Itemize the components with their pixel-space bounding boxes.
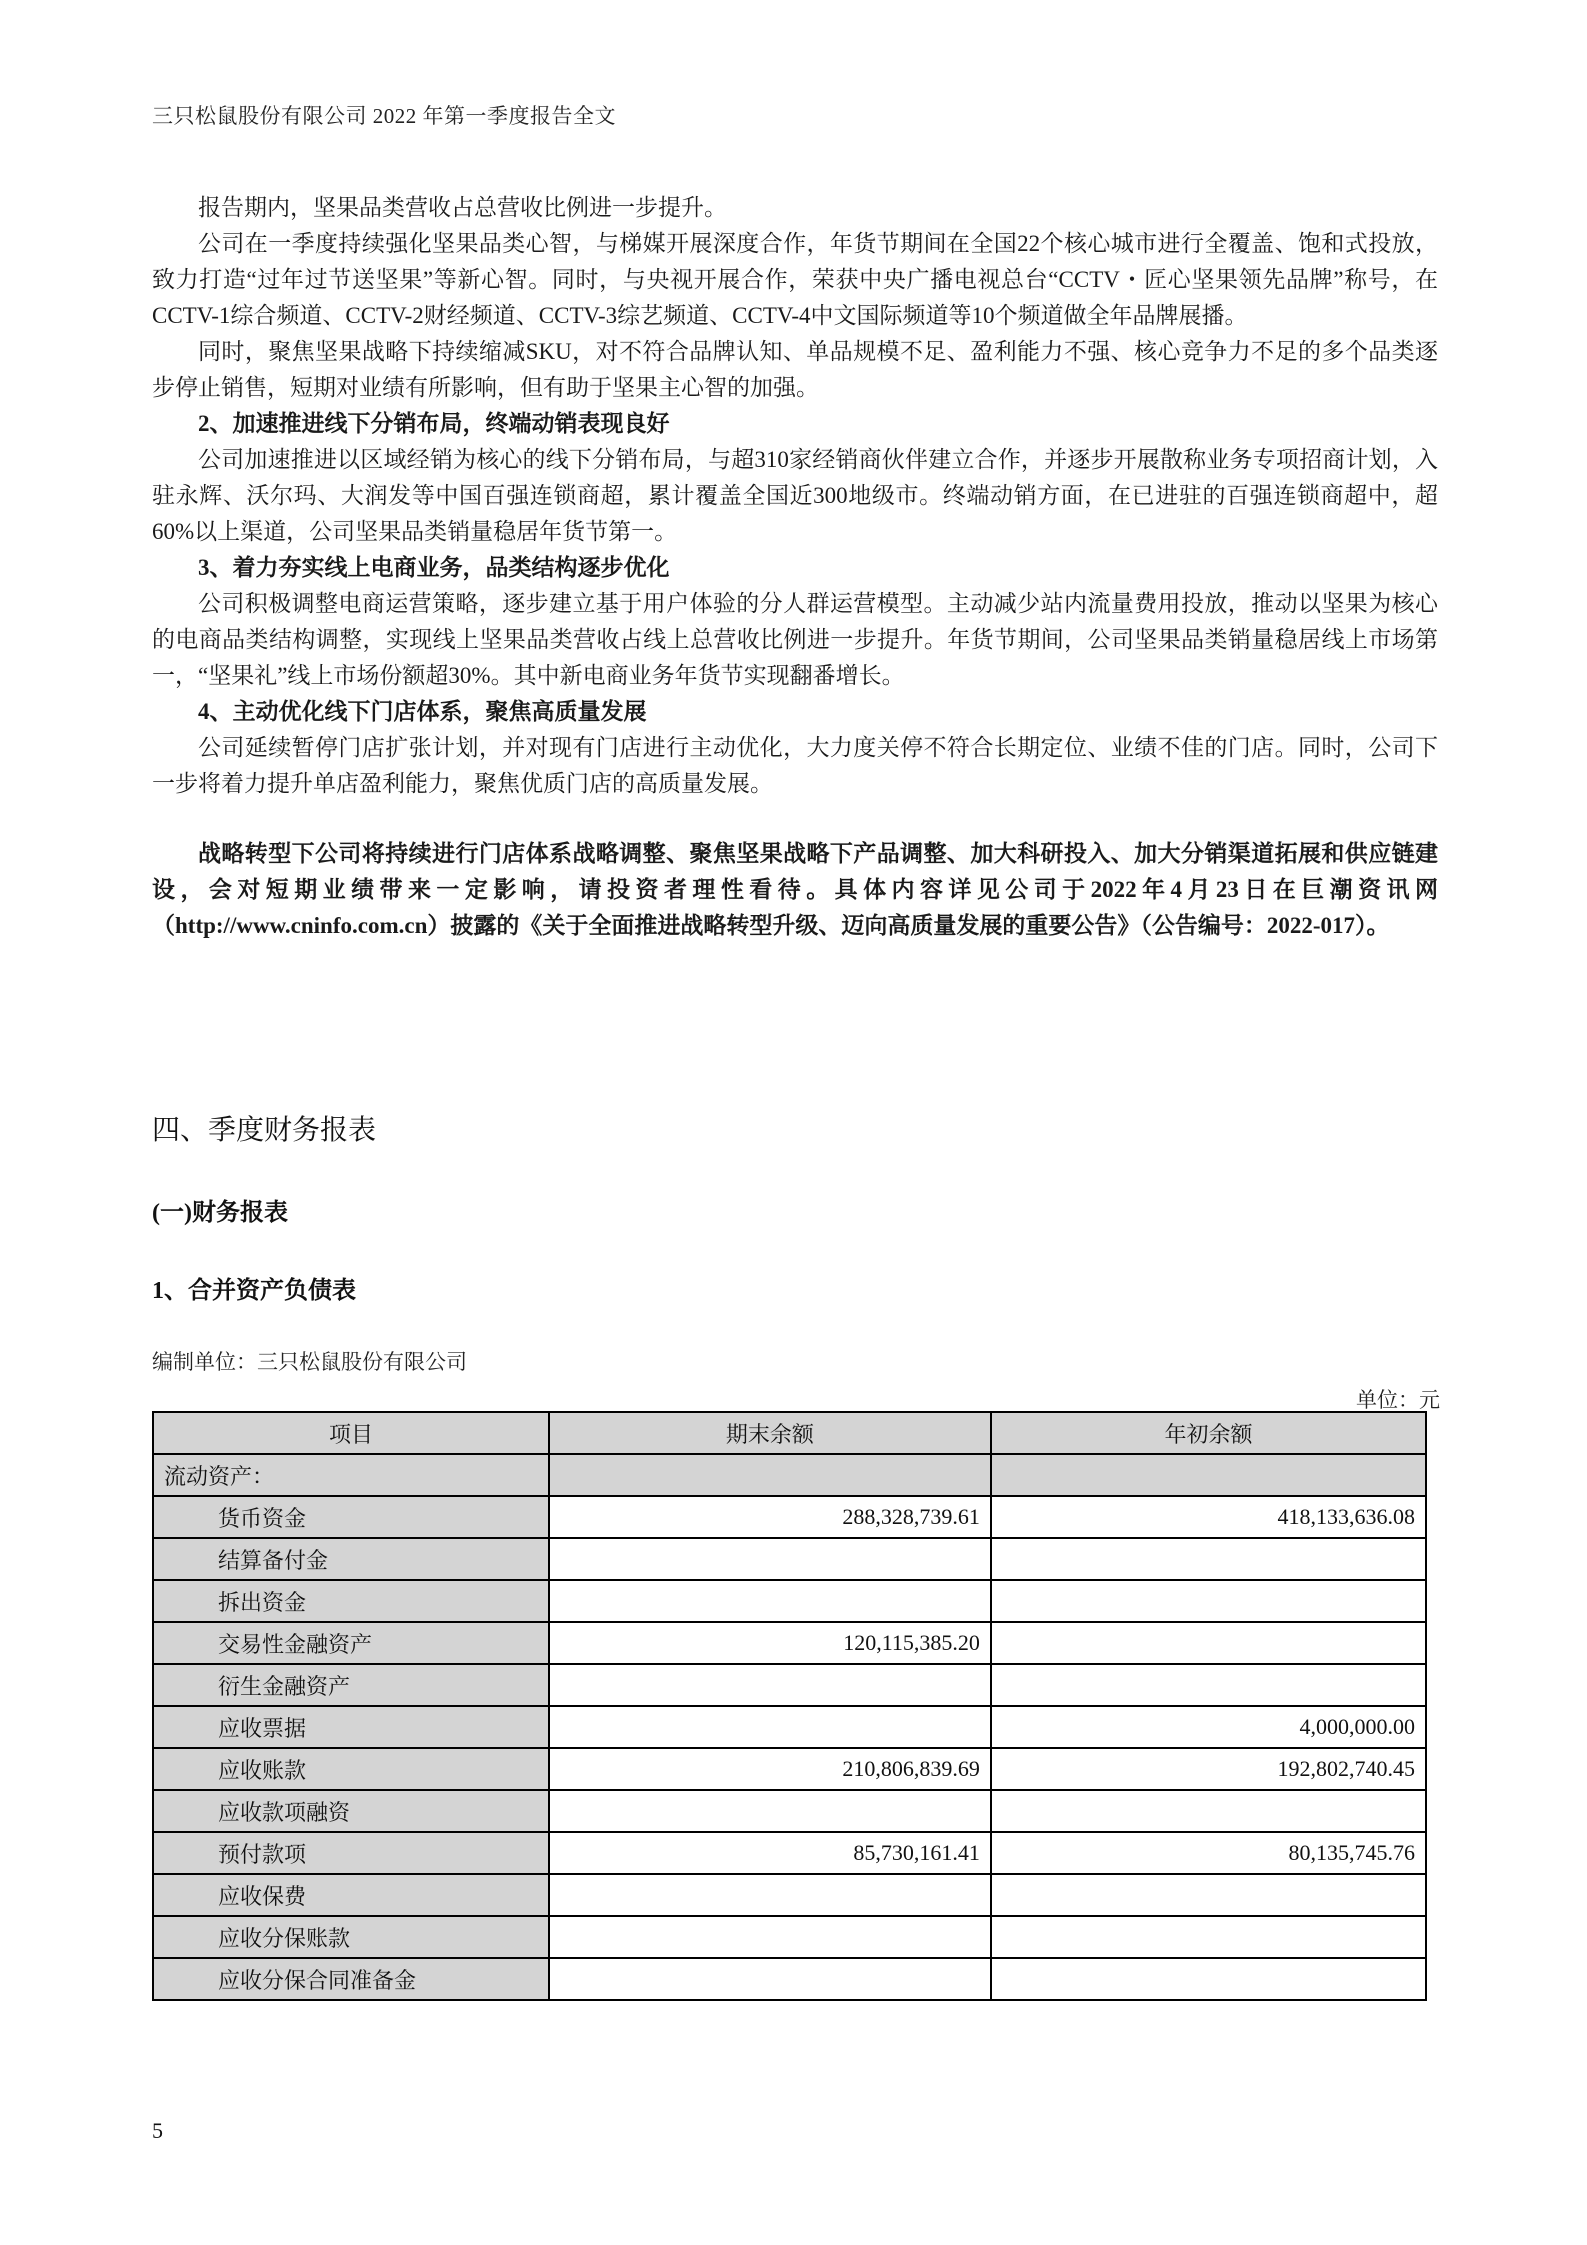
cell-begin: [991, 1958, 1426, 2000]
row-label: 预付款项: [153, 1832, 549, 1874]
cell-end: [549, 1664, 991, 1706]
subheading: 2、加速推进线下分销布局，终端动销表现良好: [198, 411, 670, 436]
balance-sheet-table: [152, 1411, 1427, 2001]
cell-begin: [991, 1580, 1426, 1622]
row-label: 应收分保合同准备金: [153, 1958, 549, 2000]
row-label: 应收保费: [153, 1874, 549, 1916]
table-row: [153, 1538, 1426, 1580]
table-row: [153, 1496, 1426, 1538]
table-heading: 1、合并资产负债表: [152, 1278, 356, 1304]
compiler-label: 编制单位：三只松鼠股份有限公司: [152, 1350, 467, 1374]
paragraph: 报告期内，坚果品类营收占总营收比例进一步提升。: [198, 195, 727, 220]
cell-end: 85,730,161.41: [549, 1832, 991, 1874]
cell-begin: 192,802,740.45: [991, 1748, 1426, 1790]
row-label: 应收款项融资: [153, 1790, 549, 1832]
cell-end: [549, 1538, 991, 1580]
cell-end: [549, 1580, 991, 1622]
table-row: [153, 1622, 1426, 1664]
cell-end: 210,806,839.69: [549, 1748, 991, 1790]
cell-begin: [991, 1916, 1426, 1958]
paragraph-strategy-notice: 战略转型下公司将持续进行门店体系战略调整、聚焦坚果战略下产品调整、加大科研投入、加大分销渠道拓展和供应链建设，会对短期业绩带来一定影响，请投资者理性看待。具体内容详见公司于2022年4月23日在巨潮资讯网（http://www.cninfo.com.cn）披露的《关于全面推进战略转型升级、迈向高质量发展的重要公告》（公告编号：2022-017）。: [152, 841, 1438, 938]
column-header-item: 项目: [153, 1412, 549, 1454]
table-row: [153, 1664, 1426, 1706]
table-row: [153, 1832, 1426, 1874]
row-label: 应收票据: [153, 1706, 549, 1748]
cell-begin: [991, 1454, 1426, 1496]
paragraph: 公司加速推进以区域经销为核心的线下分销布局，与超310家经销商伙伴建立合作，并逐步开展散称业务专项招商计划，入驻永辉、沃尔玛、大润发等中国百强连锁商超，累计覆盖全国近300地级市。终端动销方面，在已进驻的百强连锁商超中，超60%以上渠道，公司坚果品类销量稳居年货节第一。: [152, 447, 1438, 544]
row-label: 衍生金融资产: [153, 1664, 549, 1706]
cell-begin: [991, 1538, 1426, 1580]
row-label: 结算备付金: [153, 1538, 549, 1580]
cell-begin: [991, 1664, 1426, 1706]
body-text: [152, 190, 1438, 944]
subsection-heading: (一)财务报表: [152, 1200, 288, 1226]
cell-end: 120,115,385.20: [549, 1622, 991, 1664]
paragraph: 同时，聚焦坚果战略下持续缩减SKU，对不符合品牌认知、单品规模不足、盈利能力不强、核心竞争力不足的多个品类逐步停止销售，短期对业绩有所影响，但有助于坚果主心智的加强。: [152, 339, 1438, 400]
cell-end: [549, 1958, 991, 2000]
table-row: [153, 1916, 1426, 1958]
paragraph: 公司延续暂停门店扩张计划，并对现有门店进行主动优化，大力度关停不符合长期定位、业绩不佳的门店。同时，公司下一步将着力提升单店盈利能力，聚焦优质门店的高质量发展。: [152, 735, 1438, 796]
cell-end: [549, 1916, 991, 1958]
subheading: 4、主动优化线下门店体系，聚焦高质量发展: [198, 699, 647, 724]
column-header-end-balance: 期末余额: [549, 1412, 991, 1454]
row-label: 流动资产：: [153, 1454, 549, 1496]
table-row: [153, 1580, 1426, 1622]
running-header: 三只松鼠股份有限公司 2022 年第一季度报告全文: [152, 104, 616, 128]
row-label: 货币资金: [153, 1496, 549, 1538]
cell-end: [549, 1874, 991, 1916]
cell-begin: [991, 1874, 1426, 1916]
table-header-row: [153, 1412, 1426, 1454]
cell-begin: 418,133,636.08: [991, 1496, 1426, 1538]
row-label: 拆出资金: [153, 1580, 549, 1622]
unit-label: 单位：元: [1356, 1388, 1440, 1412]
cell-begin: [991, 1622, 1426, 1664]
table-row: [153, 1958, 1426, 2000]
page-number: 5: [152, 2118, 163, 2143]
row-label: 应收账款: [153, 1748, 549, 1790]
row-label: 交易性金融资产: [153, 1622, 549, 1664]
table-row: [153, 1706, 1426, 1748]
cell-begin: 80,135,745.76: [991, 1832, 1426, 1874]
cell-begin: [991, 1790, 1426, 1832]
table-row: [153, 1874, 1426, 1916]
paragraph: 公司在一季度持续强化坚果品类心智，与梯媒开展深度合作，年货节期间在全国22个核心城市进行全覆盖、饱和式投放，致力打造“过年过节送坚果”等新心智。同时，与央视开展合作，荣获中央广播电视总台“CCTV・匠心坚果领先品牌”称号，在CCTV-1综合频道、CCTV-2财经频道、CCTV-3综艺频道、CCTV-4中文国际频道等10个频道做全年品牌展播。: [152, 231, 1438, 328]
cell-begin: 4,000,000.00: [991, 1706, 1426, 1748]
column-header-begin-balance: 年初余额: [991, 1412, 1426, 1454]
cell-end: [549, 1790, 991, 1832]
cell-end: [549, 1706, 991, 1748]
cell-end: 288,328,739.61: [549, 1496, 991, 1538]
cell-end: [549, 1454, 991, 1496]
row-label: 应收分保账款: [153, 1916, 549, 1958]
table-row: [153, 1454, 1426, 1496]
paragraph: 公司积极调整电商运营策略，逐步建立基于用户体验的分人群运营模型。主动减少站内流量费用投放，推动以坚果为核心的电商品类结构调整，实现线上坚果品类营收占线上总营收比例进一步提升。年货节期间，公司坚果品类销量稳居线上市场第一，“坚果礼”线上市场份额超30%。其中新电商业务年货节实现翻番增长。: [152, 591, 1438, 688]
table-row: [153, 1748, 1426, 1790]
table-row: [153, 1790, 1426, 1832]
section-heading: 四、季度财务报表: [152, 1115, 377, 1146]
subheading: 3、着力夯实线上电商业务，品类结构逐步优化: [198, 555, 670, 580]
